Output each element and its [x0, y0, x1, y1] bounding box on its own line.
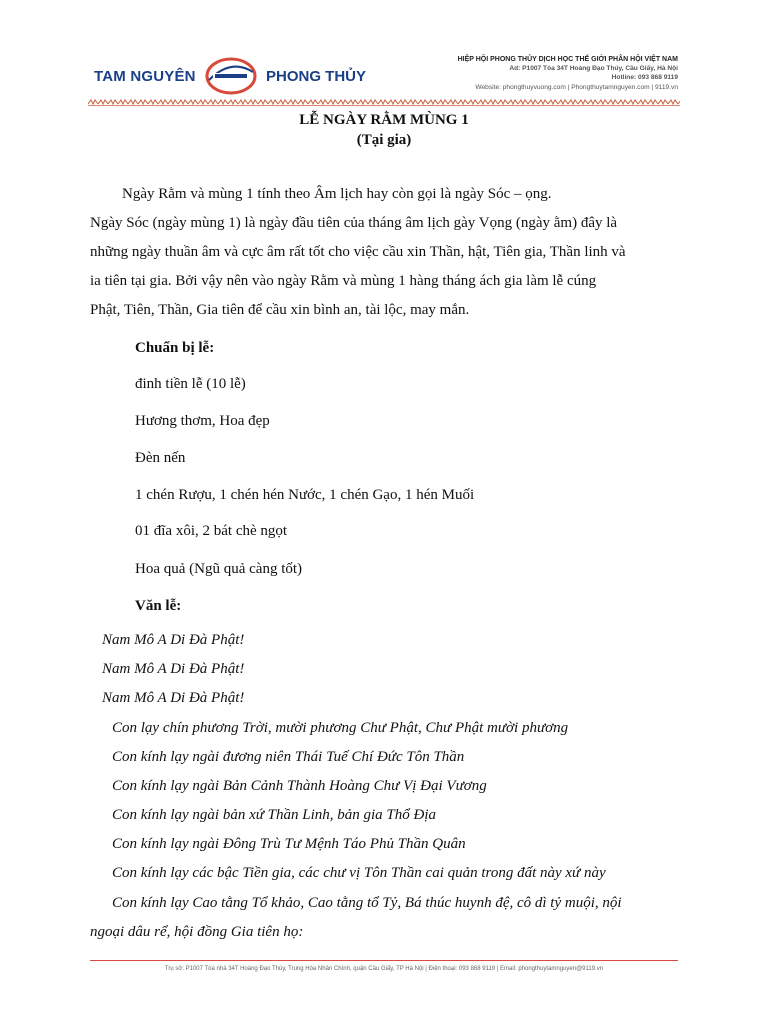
intro-line: Phật, Tiên, Thần, Gia tiên để cầu xin bình an, tài lộc, may mắn. — [90, 302, 470, 318]
footer-divider — [90, 960, 678, 961]
prayer-line: Con lạy chín phương Trời, mười phương Chư Phật, Chư Phật mười phương — [112, 720, 569, 736]
document-title: LỄ NGÀY RẰM MÙNG 1 — [299, 112, 469, 128]
prep-item: Hương thơm, Hoa đẹp — [135, 413, 270, 429]
letterhead — [88, 44, 680, 104]
org-address: Ad: P1007 Tòa 34T Hoàng Đạo Thúy, Cầu Giấy, Hà Nội — [509, 65, 678, 73]
prep-item: 1 chén Rượu, 1 chén hén Nước, 1 chén Gạo, 1 hén Muối — [135, 487, 475, 503]
brand-logo-icon — [203, 56, 259, 96]
org-website: Website: phongthuyvuong.com | Phongthuytamnguyen.com | 9119.vn — [475, 83, 678, 91]
prayer-line: Nam Mô A Di Đà Phật! — [102, 661, 245, 677]
org-name: HIỆP HỘI PHONG THỦY DỊCH HỌC THẾ GIỚI PHÂN HỘI VIỆT NAM — [457, 56, 678, 63]
intro-line: những ngày thuần âm và cực âm rất tốt cho việc cầu xin Thần, hật, Tiên gia, Thần linh và — [90, 244, 626, 260]
prep-item: 01 đĩa xôi, 2 bát chè ngọt — [135, 523, 288, 539]
prayer-line: ngoại dâu rể, hội đồng Gia tiên họ: — [90, 924, 304, 940]
prayer-heading: Văn lễ: — [135, 598, 182, 614]
prep-item: Đèn nến — [135, 450, 186, 466]
intro-line: ia tiên tại gia. Bởi vậy nên vào ngày Rằm và mùng 1 hàng tháng ách gia làm lễ cúng — [90, 273, 597, 289]
prayer-line: Con kính lạy Cao tằng Tổ khảo, Cao tằng tổ Tỷ, Bá thúc huynh đệ, cô dì tỷ muội, nội — [112, 895, 622, 911]
prayer-line: Con kính lạy ngài Bản Cảnh Thành Hoàng Chư Vị Đại Vương — [112, 778, 487, 794]
ornament-border — [88, 98, 680, 106]
org-hotline: Hotline: 093 868 9119 — [611, 74, 678, 82]
letterhead-info — [458, 55, 678, 92]
prep-heading: Chuẩn bị lễ: — [135, 340, 215, 356]
prep-item: đinh tiền lễ (10 lễ) — [135, 376, 246, 392]
prayer-line: Nam Mô A Di Đà Phật! — [102, 632, 245, 648]
page-footer: Trụ sở: P1007 Tòa nhà 34T Hoàng Đạo Thúy, Trung Hòa Nhân Chính, quận Cầu Giấy, TP Hà Nội | Điện thoại: 093 868 9119 | Email: phongthuytamnguyen@9119.vn — [164, 966, 604, 972]
document-subtitle: (Tại gia) — [356, 132, 412, 148]
prayer-line: Nam Mô A Di Đà Phật! — [102, 690, 245, 706]
prep-item: Hoa quả (Ngũ quả càng tốt) — [135, 561, 303, 577]
prayer-line: Con kính lạy ngài Đông Trù Tư Mệnh Táo Phủ Thần Quân — [112, 836, 466, 852]
prayer-line: Con kính lạy các bậc Tiền gia, các chư vị Tôn Thần cai quản trong đất này xứ này — [112, 865, 606, 881]
intro-line: Ngày Rằm và mùng 1 tính theo Âm lịch hay còn gọi là ngày Sóc – ọng. — [122, 186, 552, 202]
prayer-line: Con kính lạy ngài bản xứ Thần Linh, bản gia Thổ Địa — [112, 807, 437, 823]
intro-line: Ngày Sóc (ngày mùng 1) là ngày đầu tiên của tháng âm lịch gày Vọng (ngày ằm) đây là — [90, 215, 618, 231]
brand-name-left: TAM NGUYÊN — [94, 68, 196, 85]
brand-name-right: PHONG THỦY — [266, 68, 367, 85]
prayer-line: Con kính lạy ngài đương niên Thái Tuế Chí Đức Tôn Thần — [112, 749, 465, 765]
